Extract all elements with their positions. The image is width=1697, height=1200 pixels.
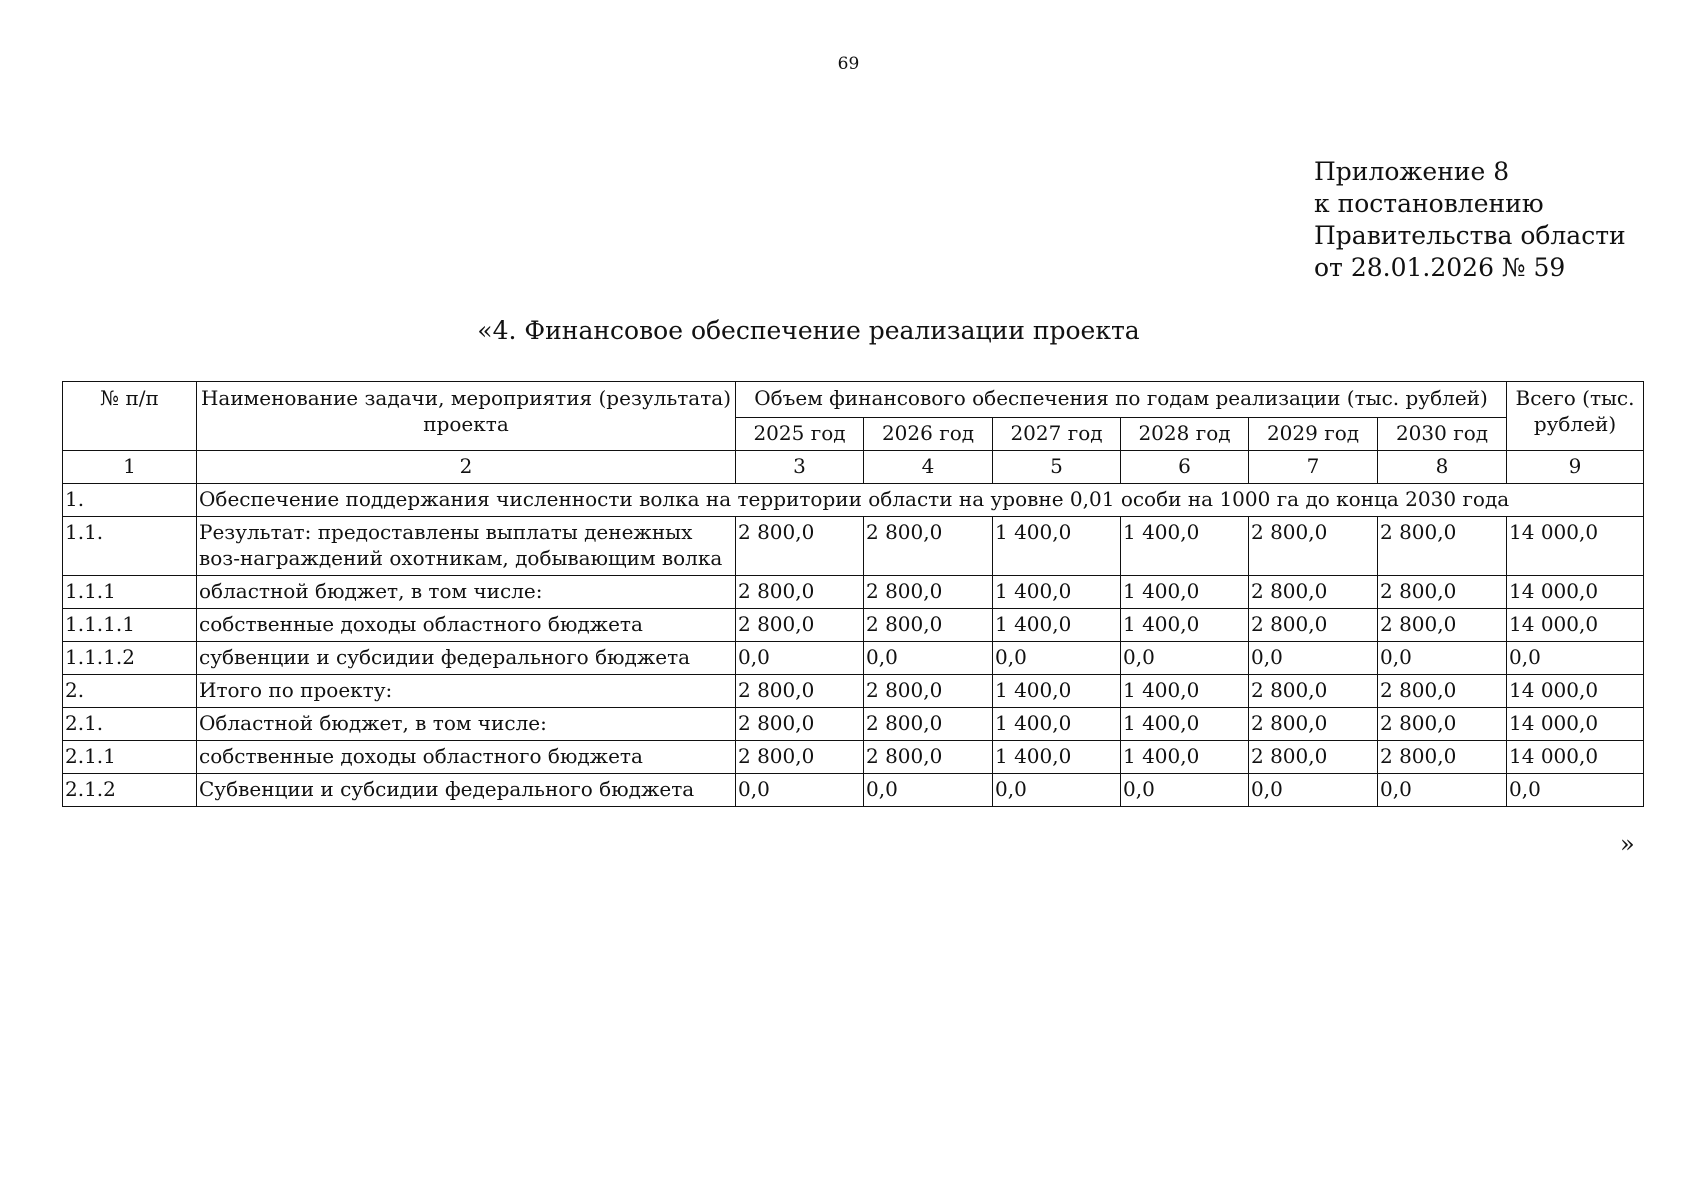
page-number: 69 (837, 54, 860, 74)
column-number: 3 (736, 451, 864, 484)
header-row-1 (63, 382, 1644, 418)
row-value: 2 800,0 (736, 517, 864, 576)
row-value: 1 400,0 (993, 708, 1121, 741)
row-value: 1 400,0 (1121, 675, 1249, 708)
row-value: 0,0 (736, 642, 864, 675)
row-value: 1 400,0 (993, 609, 1121, 642)
row-total: 14 000,0 (1507, 741, 1644, 774)
row-value: 2 800,0 (736, 741, 864, 774)
table-row (63, 708, 1644, 741)
row-value: 1 400,0 (1121, 708, 1249, 741)
row-total: 14 000,0 (1507, 609, 1644, 642)
task-number: 1. (63, 484, 197, 517)
row-value: 1 400,0 (993, 576, 1121, 609)
row-name: областной бюджет, в том числе: (197, 576, 736, 609)
header-name: Наименование задачи, мероприятия (результата) проекта (197, 382, 736, 451)
row-total: 0,0 (1507, 774, 1644, 807)
row-value: 2 800,0 (736, 609, 864, 642)
row-value: 2 800,0 (864, 609, 993, 642)
row-value: 0,0 (993, 642, 1121, 675)
row-number: 2.1.2 (63, 774, 197, 807)
header-volume: Объем финансового обеспечения по годам реализации (тыс. рублей) (736, 382, 1507, 418)
row-number: 1.1.1.1 (63, 609, 197, 642)
row-value: 1 400,0 (1121, 576, 1249, 609)
financing-table (62, 381, 1644, 807)
header-year: 2030 год (1378, 418, 1507, 451)
header-no: № п/п (63, 382, 197, 451)
row-value: 2 800,0 (1249, 609, 1378, 642)
row-value: 2 800,0 (1249, 741, 1378, 774)
task-text: Обеспечение поддержания численности волка на территории области на уровне 0,01 особи на 1000 га до конца 2030 года (197, 484, 1644, 517)
row-value: 2 800,0 (864, 708, 993, 741)
column-number: 6 (1121, 451, 1249, 484)
data-rows (63, 517, 1644, 807)
row-value: 2 800,0 (1378, 576, 1507, 609)
row-number: 2.1. (63, 708, 197, 741)
row-value: 0,0 (993, 774, 1121, 807)
column-number: 1 (63, 451, 197, 484)
row-value: 1 400,0 (1121, 609, 1249, 642)
section-title-text: «4. Финансовое обеспечение реализации проекта (477, 316, 1140, 345)
row-value: 2 800,0 (1378, 708, 1507, 741)
row-total: 14 000,0 (1507, 708, 1644, 741)
table-row (63, 741, 1644, 774)
row-name: Субвенции и субсидии федерального бюджета (197, 774, 736, 807)
row-name: субвенции и субсидии федерального бюджета (197, 642, 736, 675)
row-number: 1.1. (63, 517, 197, 576)
row-value: 1 400,0 (1121, 517, 1249, 576)
row-name: Результат: предоставлены выплаты денежных воз-награждений охотникам, добывающим волка (197, 517, 736, 576)
row-value: 1 400,0 (1121, 741, 1249, 774)
header-total: Всего (тыс. рублей) (1507, 382, 1644, 451)
row-number: 1.1.1 (63, 576, 197, 609)
row-value: 0,0 (1121, 774, 1249, 807)
row-value: 1 400,0 (993, 675, 1121, 708)
row-name: собственные доходы областного бюджета (197, 741, 736, 774)
column-number: 7 (1249, 451, 1378, 484)
header-year: 2026 год (864, 418, 993, 451)
row-value: 2 800,0 (864, 517, 993, 576)
row-value: 1 400,0 (993, 741, 1121, 774)
annex-block (1314, 156, 1626, 284)
row-total: 14 000,0 (1507, 675, 1644, 708)
closing-quote: » (1620, 830, 1635, 858)
row-number: 2.1.1 (63, 741, 197, 774)
row-value: 2 800,0 (1378, 517, 1507, 576)
table-row (63, 609, 1644, 642)
table-row (63, 576, 1644, 609)
row-name: Областной бюджет, в том числе: (197, 708, 736, 741)
task-row (63, 484, 1644, 517)
row-value: 2 800,0 (1249, 708, 1378, 741)
row-value: 2 800,0 (864, 576, 993, 609)
row-value: 0,0 (1121, 642, 1249, 675)
row-value: 0,0 (864, 642, 993, 675)
row-value: 2 800,0 (1378, 609, 1507, 642)
row-value: 0,0 (1249, 774, 1378, 807)
header-year: 2027 год (993, 418, 1121, 451)
row-value: 2 800,0 (736, 675, 864, 708)
row-value: 2 800,0 (1378, 741, 1507, 774)
annex-line-4: от 28.01.2026 № 59 (1314, 253, 1566, 282)
row-value: 2 800,0 (1378, 675, 1507, 708)
row-value: 0,0 (736, 774, 864, 807)
column-number: 9 (1507, 451, 1644, 484)
row-value: 0,0 (864, 774, 993, 807)
row-value: 2 800,0 (1249, 576, 1378, 609)
row-number: 1.1.1.2 (63, 642, 197, 675)
section-title (0, 316, 1697, 345)
row-name: Итого по проекту: (197, 675, 736, 708)
row-name: собственные доходы областного бюджета (197, 609, 736, 642)
row-value: 0,0 (1378, 642, 1507, 675)
table-row (63, 774, 1644, 807)
row-value: 1 400,0 (993, 517, 1121, 576)
row-value: 0,0 (1249, 642, 1378, 675)
row-value: 2 800,0 (736, 708, 864, 741)
column-numbers-row (63, 451, 1644, 484)
annex-line-1: Приложение 8 (1314, 157, 1510, 186)
row-total: 0,0 (1507, 642, 1644, 675)
table-row (63, 675, 1644, 708)
column-number: 5 (993, 451, 1121, 484)
annex-line-2: к постановлению (1314, 189, 1544, 218)
column-number: 2 (197, 451, 736, 484)
row-value: 0,0 (1378, 774, 1507, 807)
row-value: 2 800,0 (1249, 517, 1378, 576)
column-number: 4 (864, 451, 993, 484)
row-value: 2 800,0 (864, 675, 993, 708)
row-total: 14 000,0 (1507, 517, 1644, 576)
row-value: 2 800,0 (1249, 675, 1378, 708)
column-number: 8 (1378, 451, 1507, 484)
row-number: 2. (63, 675, 197, 708)
annex-line-3: Правительства области (1314, 221, 1626, 250)
table-row (63, 642, 1644, 675)
row-value: 2 800,0 (736, 576, 864, 609)
header-year: 2025 год (736, 418, 864, 451)
header-year: 2028 год (1121, 418, 1249, 451)
table-row (63, 517, 1644, 576)
row-value: 2 800,0 (864, 741, 993, 774)
header-year: 2029 год (1249, 418, 1378, 451)
row-total: 14 000,0 (1507, 576, 1644, 609)
